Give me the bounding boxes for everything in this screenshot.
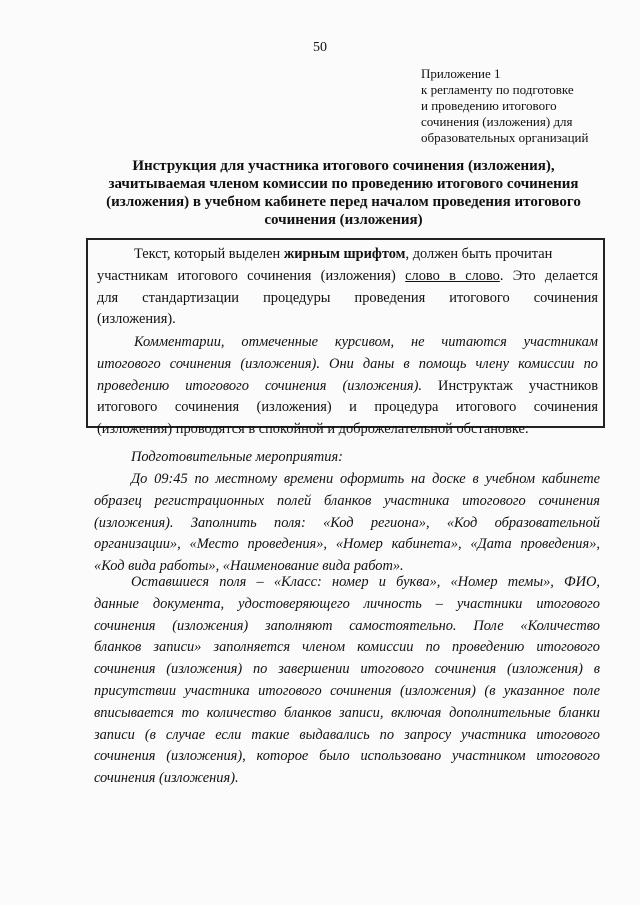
text-line: вписывается то количество бланков записи, включая дополнительные бланки [94, 704, 600, 721]
title-line: сочинения (изложения) [264, 212, 423, 228]
text-line: данные документа, удостоверяющего личность – участники итогового [94, 595, 600, 612]
title-line: зачитываемая членом комиссии по проведению итогового сочинения [108, 176, 579, 192]
text-span: участникам итогового сочинения (изложения) [97, 267, 406, 284]
text-line: (изложения). Заполнить поля: «Код региона», «Код образовательной [94, 514, 600, 531]
title-line: (изложения) в учебном кабинете перед началом проведения итогового [106, 194, 581, 210]
text-line: Оставшиеся поля – «Класс: номер и буква», «Номер темы», ФИО, [131, 574, 600, 590]
text-line: образец регистрационных полей бланков участника итогового сочинения [94, 492, 600, 509]
section-heading: Подготовительные мероприятия: [131, 449, 343, 465]
text-line: присутствии участника итогового сочинения (изложения) (в указанное поле [94, 682, 600, 699]
paragraph-remaining-fields [94, 572, 600, 790]
appendix-line: к регламенту по подготовке [421, 82, 574, 97]
text-line: итогового сочинения (изложения). Они даны в помощь члену комиссии по [97, 355, 598, 372]
text-span: Инструктаж участников [422, 377, 598, 394]
text-span: , должен быть прочитан [405, 246, 553, 262]
text-line: бланков записи» заполняется членом комиссии по проведению итогового [94, 639, 600, 656]
text-line: До 09:45 по местному времени оформить на доске в учебном кабинете [131, 471, 600, 487]
appendix-line: и проведению итогового [421, 98, 557, 113]
text-line: Комментарии, отмеченные курсивом, не читаются участникам [134, 334, 598, 350]
text-line: сочинения (изложения), которое было использовано участником итогового [94, 748, 600, 765]
page-number: 50 [313, 40, 327, 55]
appendix-block [421, 66, 621, 146]
title-line: Инструкция для участника итогового сочинения (изложения), [132, 158, 555, 174]
text-line: сочинения (изложения). [94, 770, 239, 787]
box-paragraph-reading-rules [97, 244, 598, 331]
text-line: (изложения). [97, 311, 176, 328]
instruction-box [86, 238, 605, 438]
text-line: (изложения) проводятся в спокойной и доброжелательной обстановке. [97, 421, 529, 438]
text-line: итогового сочинения (изложения) и процедура итогового сочинения [97, 399, 598, 416]
text-line: сочинения (изложения) заполняют самостоятельно. Поле «Количество [94, 617, 600, 634]
text-line: для стандартизации процедуры проведения итогового сочинения [97, 289, 598, 306]
appendix-line: сочинения (изложения) для [421, 114, 573, 129]
appendix-line: образовательных организаций [421, 130, 589, 145]
text-line: сочинения (изложения) по завершении итогового сочинения (изложения) в [94, 661, 600, 678]
document-title [80, 157, 607, 229]
text-span: . Это делается [499, 267, 598, 284]
italic-text: проведению итогового сочинения (изложения). [97, 377, 422, 394]
text-span: Текст, который выделен [134, 246, 284, 262]
box-paragraph-comments [97, 332, 598, 441]
underlined-text: слово в слово [405, 267, 500, 284]
text-line: организации», «Место проведения», «Номер кабинета», «Дата проведения», [94, 536, 600, 553]
bold-text: жирным шрифтом [283, 246, 406, 262]
paragraph-preparation [94, 469, 600, 578]
appendix-line: Приложение 1 [421, 66, 501, 81]
text-line: записи (в случае если такие выдавались по запросу участника итогового [94, 726, 600, 743]
text-line: «Код вида работы», «Наименование вида работ». [94, 558, 404, 575]
